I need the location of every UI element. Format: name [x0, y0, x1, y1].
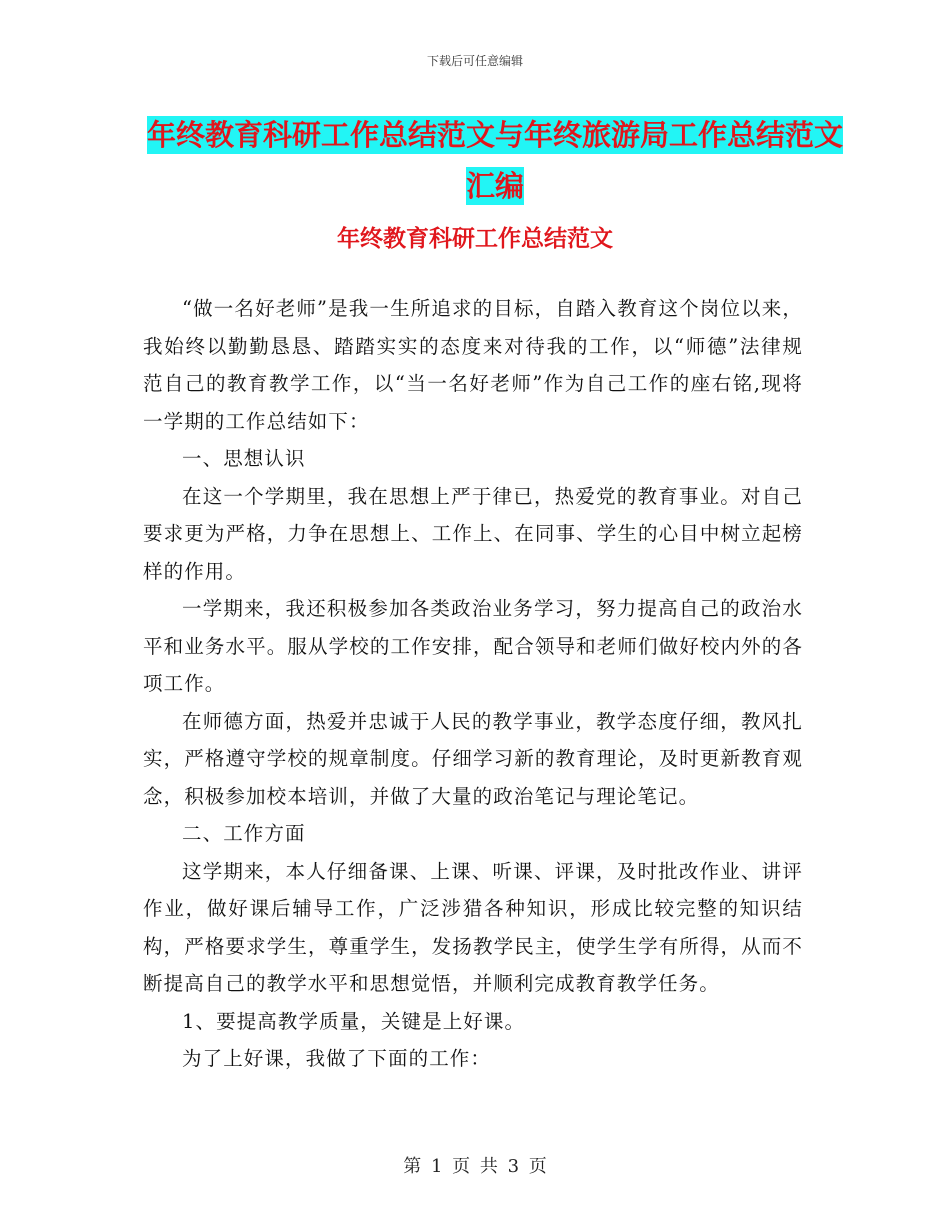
- header-note: 下载后可任意编辑: [426, 54, 523, 68]
- section-title: 年终教育科研工作总结范文: [337, 226, 613, 252]
- heading-thinking: 一、思想认识: [182, 447, 306, 470]
- paragraph: “做一名好老师”是我一生所追求的目标，自踏入教育这个岗位以来，我始终以勤勤恳恳、踏踏实实的态度来对待我的工作，以“师德”法律规范自己的教育教学工作，以“当一名好老师”作为自己工作的座右铭,现将一学期的工作总结如下：: [143, 297, 803, 433]
- document-body: [143, 290, 803, 1078]
- paragraph: 为了上好课，我做了下面的工作：: [182, 1047, 492, 1070]
- paragraph: 在师德方面，热爱并忠诚于人民的教学事业，教学态度仔细，教风扎实，严格遵守学校的规章制度。仔细学习新的教育理论，及时更新教育观念，积极参加校本培训，并做了大量的政治笔记与理论笔记。: [143, 709, 803, 808]
- heading-work: 二、工作方面: [182, 822, 306, 845]
- document-title: [140, 110, 850, 212]
- paragraph: 一学期来，我还积极参加各类政治业务学习，努力提高自己的政治水平和业务水平。服从学校的工作安排，配合领导和老师们做好校内外的各项工作。: [143, 597, 803, 695]
- paragraph: 在这一个学期里，我在思想上严于律已，热爱党的教育事业。对自己要求更为严格，力争在思想上、工作上、在同事、学生的心目中树立起榜样的作用。: [143, 484, 803, 583]
- paragraph: 这学期来，本人仔细备课、上课、听课、评课，及时批改作业、讲评作业，做好课后辅导工作，广泛涉猎各种知识，形成比较完整的知识结构，严格要求学生，尊重学生，发扬教学民主，使学生学有所得，从而不断提高自己的教学水平和思想觉悟，并顺利完成教育教学任务。: [143, 859, 803, 995]
- page-footer: 第 1 页 共 3 页: [403, 1156, 547, 1177]
- paragraph: 1、要提高教学质量，关键是上好课。: [182, 1009, 526, 1033]
- document-title-text: 年终教育科研工作总结范文与年终旅游局工作总结范文汇编: [146, 118, 843, 203]
